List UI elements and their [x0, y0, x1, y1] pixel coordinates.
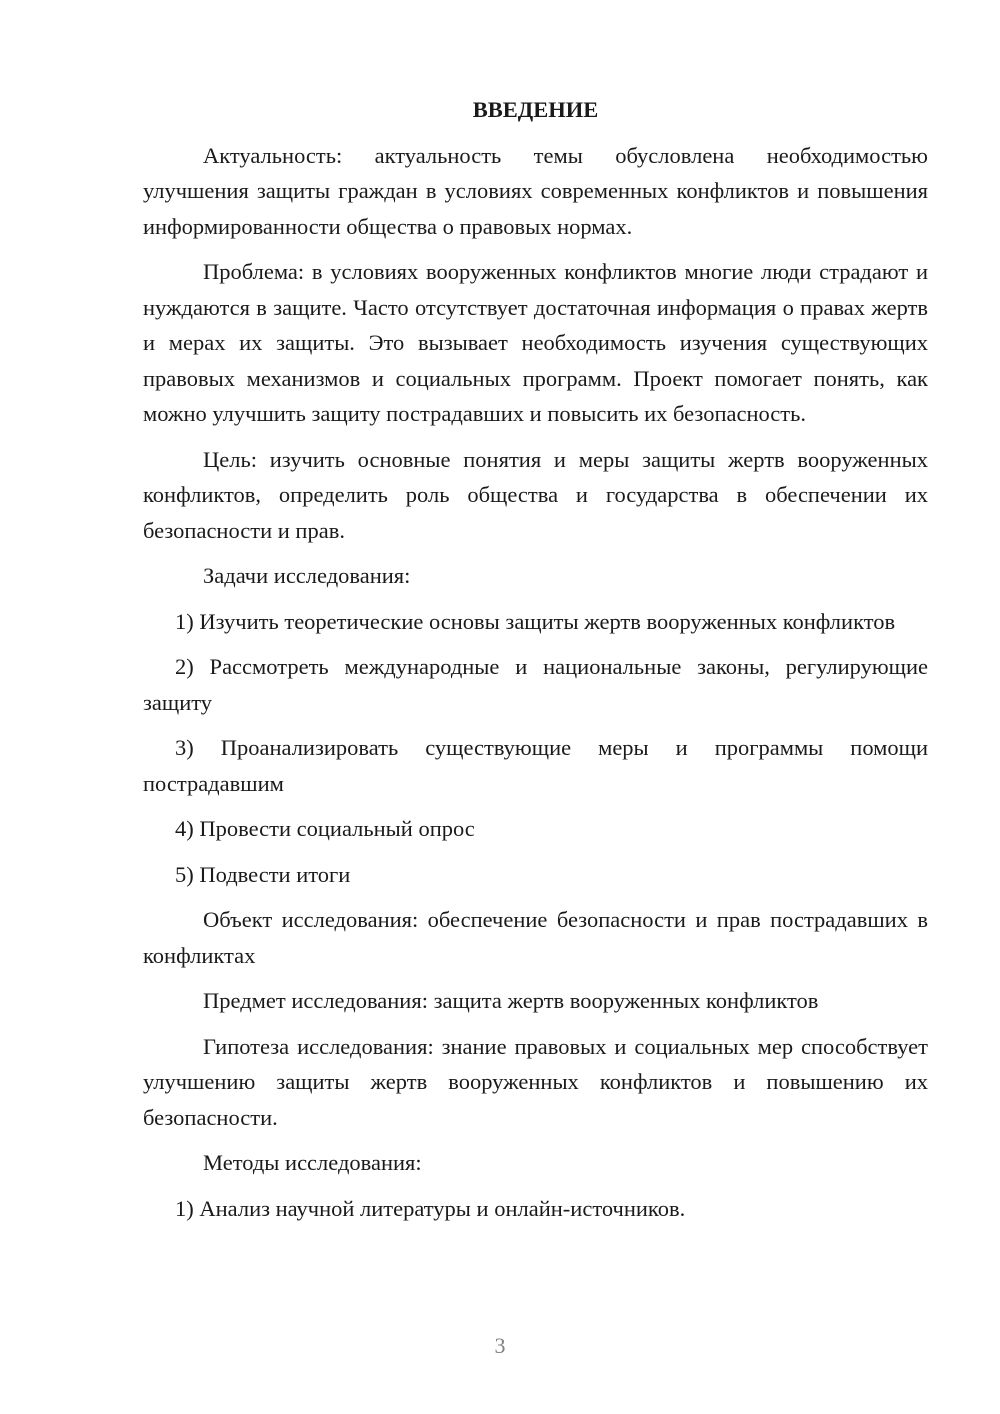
object-paragraph: Объект исследования: обеспечение безопасности и прав пострадавших в конфликтах [143, 907, 928, 968]
actuality-paragraph: Актуальность: актуальность темы обусловлена необходимостью улучшения защиты граждан в условиях современных конфликтов и повышения информированности общества о правовых нормах. [143, 142, 928, 239]
subject-paragraph: Предмет исследования: защита жертв вооруженных конфликтов [203, 988, 819, 1013]
methods-title: Методы исследования: [203, 1150, 422, 1175]
task-item-5: 5) Подвести итоги [175, 861, 351, 887]
tasks-title: Задачи исследования: [203, 563, 411, 588]
problem-paragraph: Проблема: в условиях вооруженных конфликтов многие люди страдают и нуждаются в защите. Часто отсутствует достаточная информация о правах жертв и мерах их защиты. Это вызывает необходимость изучения существующих правовых механизмов и социальных программ. Проект помогает понять, как можно улучшить защиту пострадавших и повысить их безопасность. [143, 259, 928, 426]
page-number: 3 [494, 1333, 506, 1358]
page-content [143, 92, 928, 1236]
task-item-4: 4) Провести социальный опрос [175, 816, 475, 841]
goal-paragraph: Цель: изучить основные понятия и меры защиты жертв вооруженных конфликтов, определить роль общества и государства в обеспечении их безопасности и прав. [143, 446, 928, 543]
section-heading: ВВЕДЕНИЕ [472, 97, 599, 122]
method-item-1: 1) Анализ научной литературы и онлайн-источников. [175, 1195, 686, 1221]
hypothesis-paragraph: Гипотеза исследования: знание правовых и социальных мер способствует улучшению защиты жертв вооруженных конфликтов и повышению их безопасности. [143, 1033, 928, 1130]
task-item-3: 3) Проанализировать существующие меры и программы помощи пострадавшим [143, 735, 928, 796]
task-item-1: 1) Изучить теоретические основы защиты жертв вооруженных конфликтов [175, 608, 896, 634]
task-item-2: 2) Рассмотреть международные и национальные законы, регулирующие защиту [143, 654, 928, 715]
